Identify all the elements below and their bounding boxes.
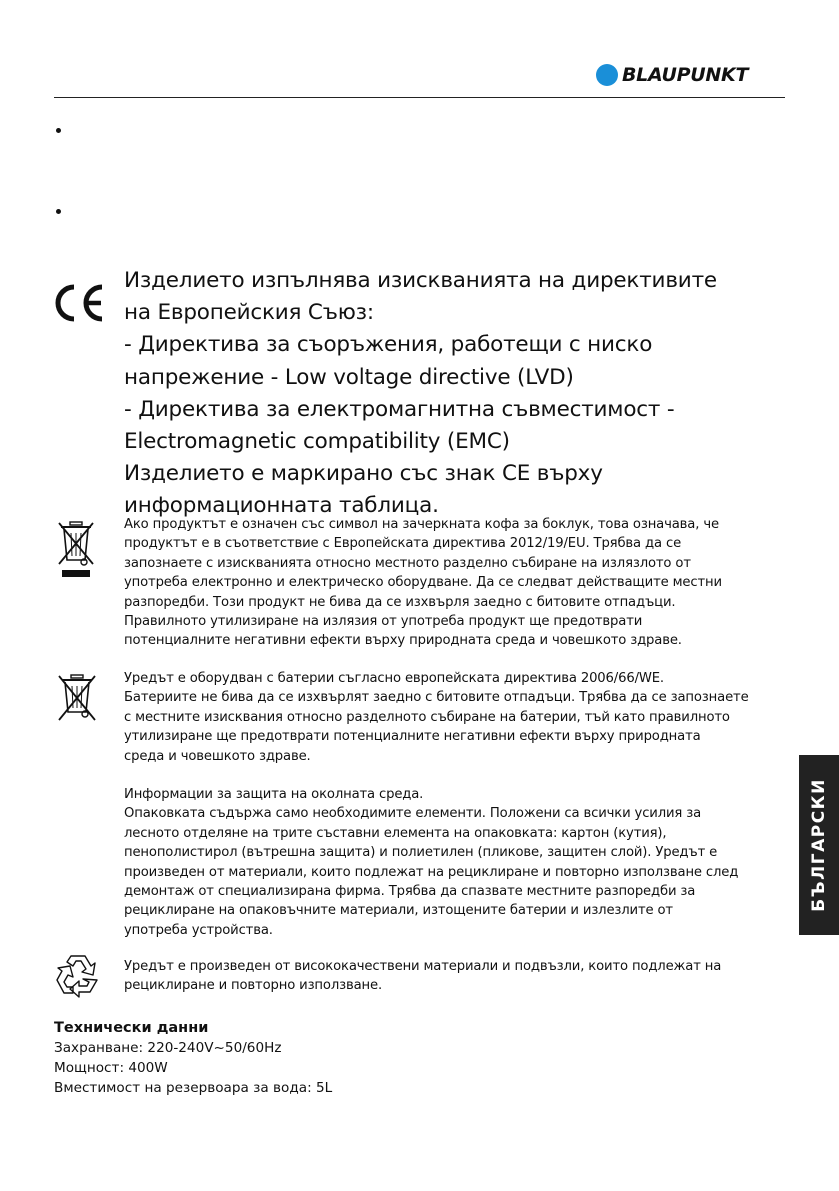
brand-dot-icon bbox=[596, 64, 618, 86]
ce-line: Electromagnetic compatibility (EMC) bbox=[124, 429, 510, 455]
ce-declaration bbox=[124, 265, 794, 523]
battery-line: утилизиране ще предотврати потенциалните негативни ефекти върху природната bbox=[124, 729, 701, 745]
environment-line: пенополистирол (вътрешна защита) и полиетилен (пликове, защитен слой). Уредът е bbox=[124, 845, 718, 861]
battery-line: Батериите не бива да се изхвърлят заедно с битовите отпадъци. Трябва да се запознаете bbox=[124, 690, 749, 706]
weee-line: потенциалните негативни ефекти върху природната среда и човешкото здраве. bbox=[124, 633, 682, 649]
battery-line: Уредът е оборудван с батерии съгласно европейската директива 2006/66/WE. bbox=[124, 671, 664, 686]
weee-line: продуктът е в съответствие с Европейската директива 2012/19/EU. Трябва да се bbox=[124, 536, 682, 552]
ce-line: напрежение - Low voltage directive (LVD) bbox=[124, 364, 574, 390]
environment-line: рециклиране на опаковъчните материали, изтощените батерии и излезлите от bbox=[124, 903, 673, 919]
weee-line: запознаете с изискванията относно местното разделно събиране на излязлото от bbox=[124, 555, 691, 571]
brand-name: BLAUPUNKT bbox=[622, 64, 749, 86]
recycle-icon bbox=[53, 950, 103, 998]
ce-mark-icon bbox=[52, 282, 106, 324]
battery-line: с местните изисквания относно разделното събиране на батерии, тъй като правилното bbox=[124, 709, 730, 725]
ce-line: Изделието изпълнява изискванията на директивите bbox=[124, 268, 717, 293]
language-tab bbox=[799, 755, 839, 935]
weee-line: разпоредби. Този продукт не бива да се изхвърля заедно с битовите отпадъци. bbox=[124, 594, 676, 610]
weee-line: Правилното утилизиране на излязия от употреба продукт ще предотврати bbox=[124, 614, 643, 630]
weee-paragraph bbox=[124, 515, 794, 651]
ce-line: - Директива за електромагнитна съвместимост - bbox=[124, 396, 675, 422]
environment-line: лесното отделяне на трите съставни елемента на опаковката: картон (кутия), bbox=[124, 825, 667, 841]
recycle-paragraph bbox=[124, 957, 794, 996]
recycle-line: Уредът е произведен от висококачествени материали и подвъзли, които подлежат на bbox=[124, 959, 722, 974]
environment-line: произведен от материали, които подлежат на рециклиране и повторно използване след bbox=[124, 864, 739, 880]
environment-line: Информации за защита на околната среда. bbox=[124, 787, 424, 802]
header-divider bbox=[54, 97, 785, 98]
recycle-line: рециклиране и повторно използване. bbox=[124, 978, 382, 994]
tech-line: Вместимост на резервоара за вода: 5L bbox=[54, 1080, 333, 1096]
environment-paragraph bbox=[124, 785, 794, 940]
environment-line: демонтаж от специализирана фирма. Трябва да спазвате местните разпоредби за bbox=[124, 884, 696, 900]
bullet-point bbox=[56, 128, 61, 133]
battery-paragraph bbox=[124, 669, 794, 766]
tech-line: Захранване: 220-240V~50/60Hz bbox=[54, 1040, 282, 1056]
tech-line: Мощност: 400W bbox=[54, 1060, 168, 1076]
crossed-bin-battery-icon bbox=[54, 672, 100, 724]
technical-data bbox=[54, 1018, 332, 1098]
weee-line: употреба електронно и електрическо оборудване. Да се следват действащите местни bbox=[124, 575, 722, 591]
battery-line: среда и човешкото здраве. bbox=[124, 748, 311, 764]
ce-line: на Европейския Съюз: bbox=[124, 300, 374, 326]
brand-logo bbox=[596, 64, 748, 86]
environment-line: употреба устройства. bbox=[124, 922, 273, 938]
tech-title: Технически данни bbox=[54, 1020, 209, 1036]
bullet-point bbox=[56, 209, 61, 214]
ce-line: Изделието е маркирано със знак CE върху bbox=[124, 461, 603, 487]
language-tab-label: БЪЛГАРСКИ bbox=[809, 778, 830, 912]
environment-line: Опаковката съдържа само необходимите елементи. Положени са всички усилия за bbox=[124, 806, 702, 822]
crossed-bin-icon bbox=[54, 518, 98, 580]
weee-line: Ако продуктът е означен със символ на зачеркната кофа за боклук, това означава, че bbox=[124, 517, 719, 532]
ce-line: - Директива за съоръжения, работещи с ниско bbox=[124, 332, 653, 358]
ce-line: информационната таблица. bbox=[124, 493, 439, 519]
